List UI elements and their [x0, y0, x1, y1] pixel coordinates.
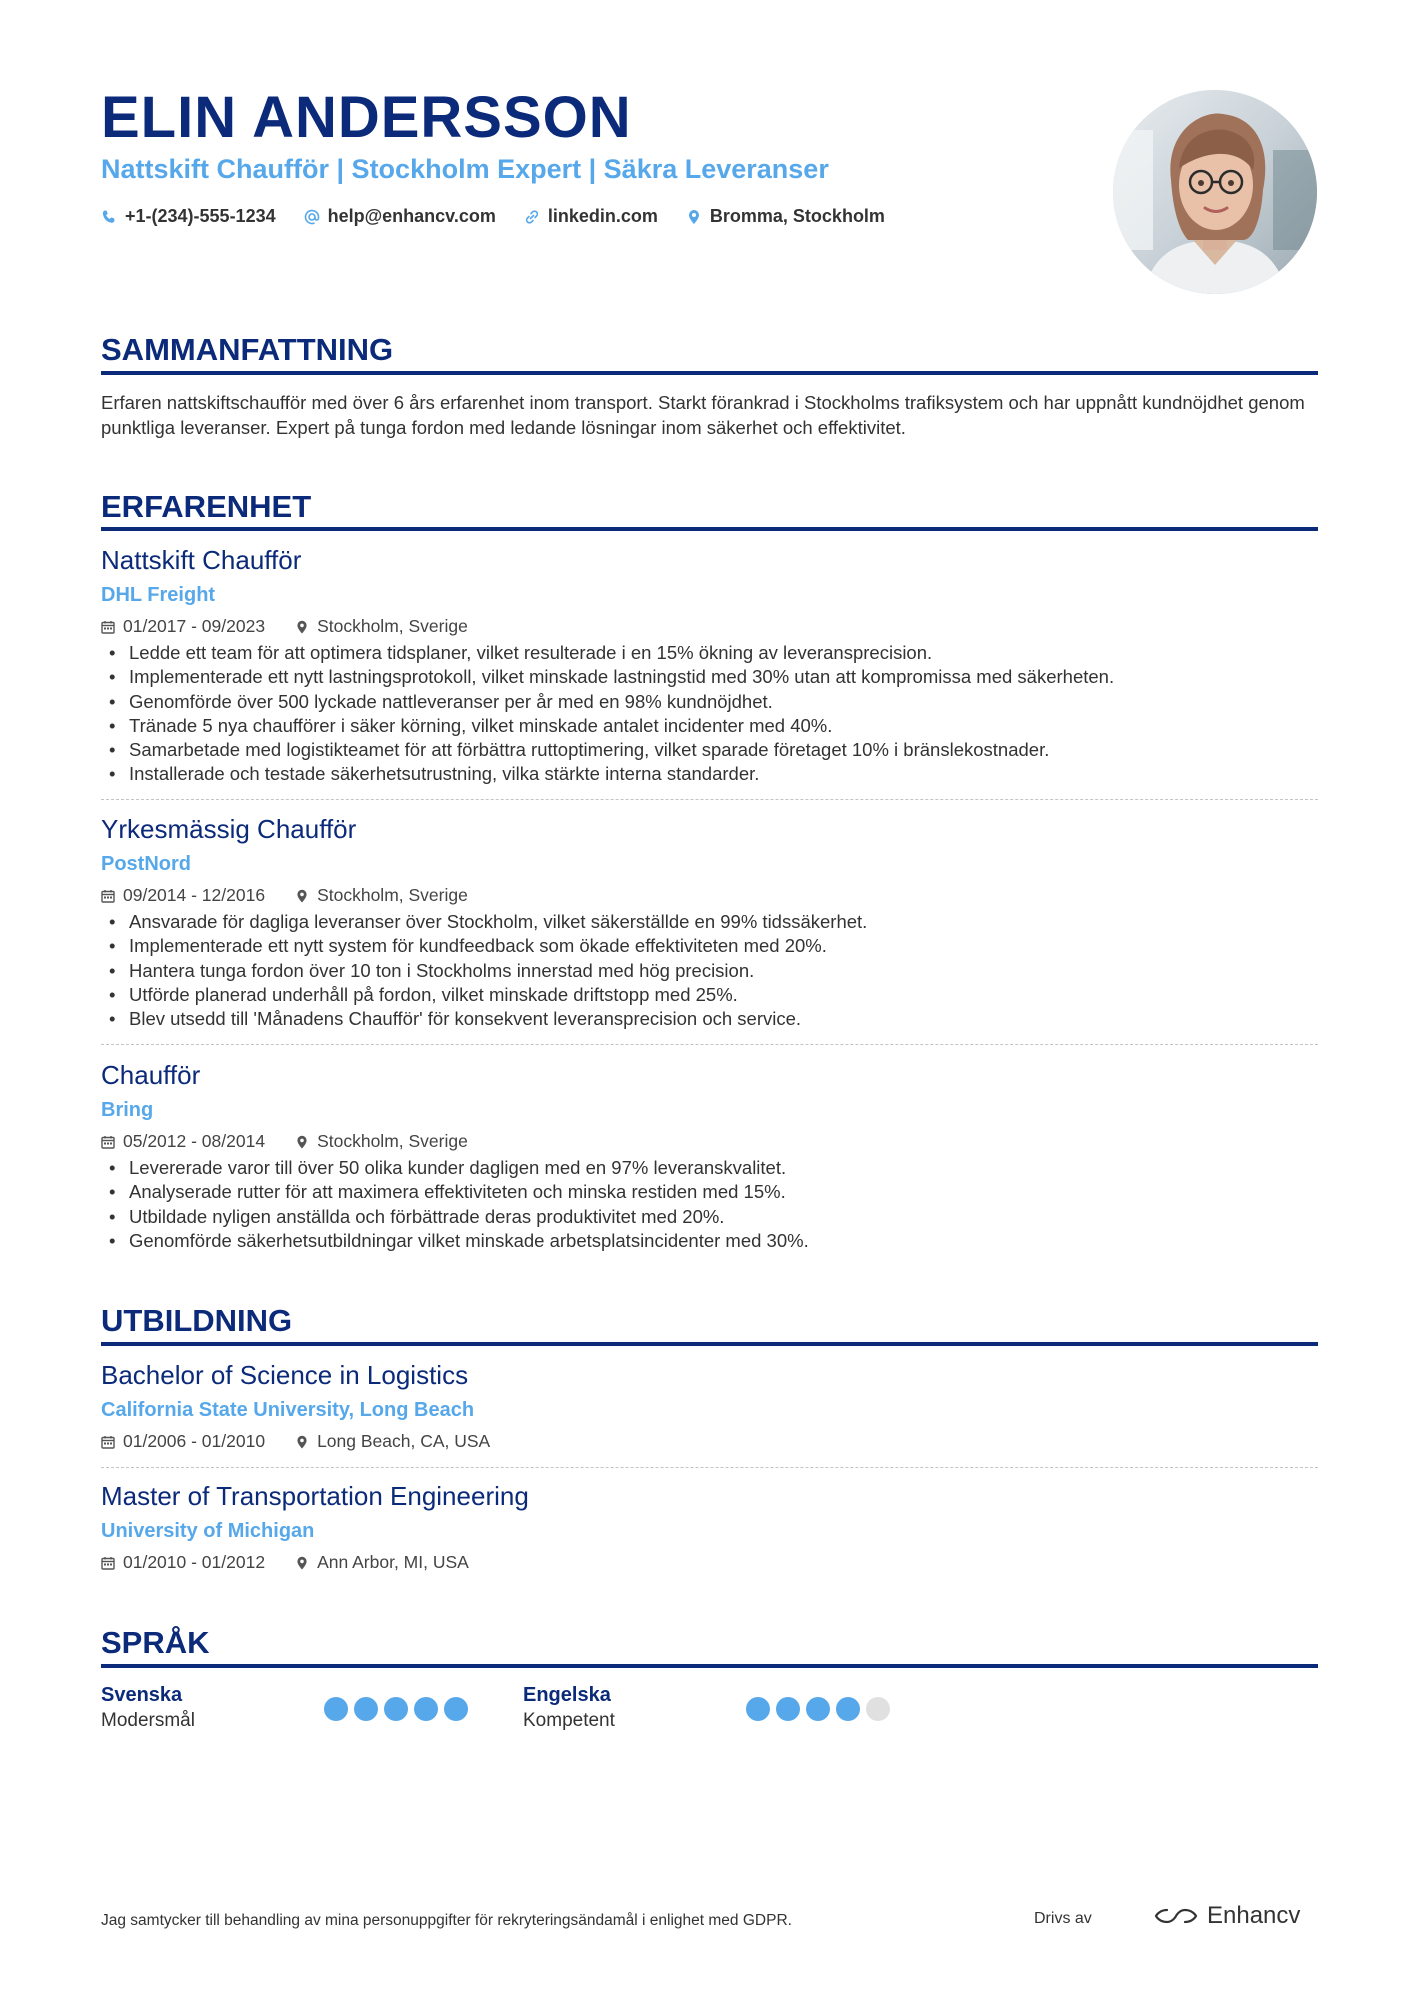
rating-dot	[384, 1697, 408, 1721]
education-dates	[101, 1431, 265, 1452]
calendar-icon	[101, 1556, 115, 1570]
contact-bar	[101, 206, 885, 227]
summary-heading: SAMMANFATTNING	[101, 332, 394, 367]
rating-dot	[836, 1697, 860, 1721]
location-text: Bromma, Stockholm	[709, 206, 885, 226]
education-location	[295, 1431, 490, 1452]
job-location-text: Stockholm, Sverige	[317, 1131, 468, 1151]
education-location	[295, 1552, 469, 1573]
location-pin-icon	[686, 209, 702, 225]
job-meta	[101, 885, 468, 906]
email-text: help@enhancv.com	[327, 206, 496, 226]
summary-divider	[101, 371, 1318, 375]
job-bullet: • Genomförde säkerhetsutbildningar vilket minskade arbetsplatsincidenter med 30%.	[101, 1229, 1321, 1253]
languages-heading: SPRÅK	[101, 1625, 210, 1660]
job-meta	[101, 616, 468, 637]
calendar-icon	[101, 1435, 115, 1449]
language-rating	[746, 1697, 890, 1721]
job-bullet: • Genomförde över 500 lyckade nattleveranser per år med en 98% kundnöjdhet.	[101, 690, 1321, 714]
job-dates-text: 01/2017 - 09/2023	[123, 616, 266, 636]
job-bullet: • Utförde planerad underhåll på fordon, vilket minskade driftstopp med 25%.	[101, 983, 1321, 1007]
job-company: PostNord	[101, 853, 191, 875]
rating-dot	[444, 1697, 468, 1721]
enhancv-logo-icon	[1153, 1904, 1199, 1928]
location-pin-icon	[295, 1135, 309, 1149]
language-name: Svenska	[101, 1684, 183, 1706]
job-separator	[101, 1044, 1318, 1045]
gdpr-consent: Jag samtycker till behandling av mina personuppgifter för rekryteringsändamål i enlighet med GDPR.	[101, 1912, 792, 1929]
job-bullet: • Hantera tunga fordon över 10 ton i Stockholms innerstad med hög precision.	[101, 959, 1321, 983]
rating-dot	[746, 1697, 770, 1721]
language-rating	[324, 1697, 468, 1721]
education-heading: UTBILDNING	[101, 1303, 293, 1338]
contact-location	[686, 206, 885, 227]
education-location-text: Long Beach, CA, USA	[317, 1431, 491, 1451]
job-bullet: • Levererade varor till över 50 olika kunder dagligen med en 97% leveranskvalitet.	[101, 1156, 1321, 1180]
job-bullets	[101, 910, 1321, 1031]
job-location-text: Stockholm, Sverige	[317, 885, 468, 905]
job-location	[295, 1131, 468, 1152]
job-dates	[101, 885, 265, 906]
job-bullet: • Implementerade ett nytt lastningsprotokoll, vilket minskade lastningstid med 30% utan att kompromissa med säkerheten.	[101, 665, 1321, 689]
job-bullet: • Utbildade nyligen anställda och förbättrade deras produktivitet med 20%.	[101, 1205, 1321, 1229]
job-bullet: • Implementerade ett nytt system för kundfeedback som ökade effektiviteten med 20%.	[101, 934, 1321, 958]
education-location-text: Ann Arbor, MI, USA	[317, 1552, 469, 1572]
link-icon	[524, 209, 540, 225]
education-meta	[101, 1552, 469, 1573]
rating-dot	[776, 1697, 800, 1721]
education-dates-text: 01/2006 - 01/2010	[123, 1431, 266, 1451]
contact-phone[interactable]	[101, 206, 276, 227]
language-level: Kompetent	[523, 1710, 615, 1731]
education-school: University of Michigan	[101, 1520, 315, 1542]
phone-text: +1-(234)-555-1234	[125, 206, 276, 226]
rating-dot	[866, 1697, 890, 1721]
experience-heading: ERFARENHET	[101, 489, 312, 524]
brand-logo[interactable]	[1153, 1902, 1300, 1930]
powered-by-label: Drivs av	[1034, 1910, 1092, 1927]
education-divider	[101, 1342, 1318, 1346]
calendar-icon	[101, 620, 115, 634]
job-bullet: • Installerade och testade säkerhetsutrustning, vilka stärkte interna standarder.	[101, 762, 1321, 786]
education-degree: Bachelor of Science in Logistics	[101, 1360, 469, 1390]
job-location	[295, 616, 468, 637]
candidate-headline: Nattskift Chaufför | Stockholm Expert | Säkra Leveranser	[101, 154, 829, 184]
languages-divider	[101, 1664, 1318, 1668]
job-bullets	[101, 641, 1321, 787]
education-degree: Master of Transportation Engineering	[101, 1481, 529, 1511]
education-separator	[101, 1467, 1318, 1468]
job-location-text: Stockholm, Sverige	[317, 616, 468, 636]
job-bullet: • Tränade 5 nya chaufförer i säker körning, vilket minskade antalet incidenter med 40%.	[101, 714, 1321, 738]
job-dates-text: 09/2014 - 12/2016	[123, 885, 266, 905]
experience-divider	[101, 527, 1318, 531]
language-name: Engelska	[523, 1684, 611, 1706]
phone-icon	[101, 209, 117, 225]
location-pin-icon	[295, 1556, 309, 1570]
job-company: DHL Freight	[101, 584, 216, 606]
job-bullet: • Ansvarade för dagliga leveranser över Stockholm, vilket säkerställde en 99% tidssäkerhet.	[101, 910, 1321, 934]
job-title: Nattskift Chaufför	[101, 545, 302, 575]
profile-photo	[1113, 90, 1317, 294]
job-title: Yrkesmässig Chaufför	[101, 814, 357, 844]
language-level: Modersmål	[101, 1710, 195, 1731]
brand-name: Enhancv	[1207, 1902, 1301, 1929]
job-bullets	[101, 1156, 1321, 1253]
location-pin-icon	[295, 889, 309, 903]
job-dates	[101, 616, 265, 637]
at-icon	[304, 209, 320, 225]
job-bullet: • Samarbetade med logistikteamet för att förbättra ruttoptimering, vilket sparade företaget 10% i bränslekostnader.	[101, 738, 1321, 762]
profile-portrait-illustration	[1113, 90, 1317, 294]
rating-dot	[324, 1697, 348, 1721]
candidate-name: ELIN ANDERSSON	[101, 85, 632, 150]
job-bullet: • Ledde ett team för att optimera tidsplaner, vilket resulterade i en 15% ökning av leveransprecision.	[101, 641, 1321, 665]
job-bullet: • Analyserade rutter för att maximera effektiviteten och minska restiden med 15%.	[101, 1180, 1321, 1204]
summary-text: Erfaren nattskiftschaufför med över 6 års erfarenhet inom transport. Starkt förankrad i Stockholms trafiksystem och har uppnått kundnöjdhet genom punktliga leveranser. Expert på tunga fordon med ledande lösningar inom säkerhet och effektivitet.	[101, 392, 1305, 438]
education-dates-text: 01/2010 - 01/2012	[123, 1552, 266, 1572]
job-company: Bring	[101, 1099, 154, 1121]
job-dates	[101, 1131, 265, 1152]
job-dates-text: 05/2012 - 08/2014	[123, 1131, 266, 1151]
location-pin-icon	[295, 1435, 309, 1449]
linkedin-text: linkedin.com	[547, 206, 658, 226]
contact-linkedin[interactable]	[524, 206, 658, 227]
job-location	[295, 885, 468, 906]
job-title: Chaufför	[101, 1060, 201, 1090]
rating-dot	[414, 1697, 438, 1721]
job-meta	[101, 1131, 468, 1152]
education-dates	[101, 1552, 265, 1573]
rating-dot	[806, 1697, 830, 1721]
rating-dot	[354, 1697, 378, 1721]
calendar-icon	[101, 889, 115, 903]
location-pin-icon	[295, 620, 309, 634]
education-school: California State University, Long Beach	[101, 1399, 475, 1421]
job-separator	[101, 799, 1318, 800]
education-meta	[101, 1431, 490, 1452]
contact-email[interactable]	[304, 206, 496, 227]
calendar-icon	[101, 1135, 115, 1149]
job-bullet: • Blev utsedd till 'Månadens Chaufför' för konsekvent leveransprecision och service.	[101, 1007, 1321, 1031]
